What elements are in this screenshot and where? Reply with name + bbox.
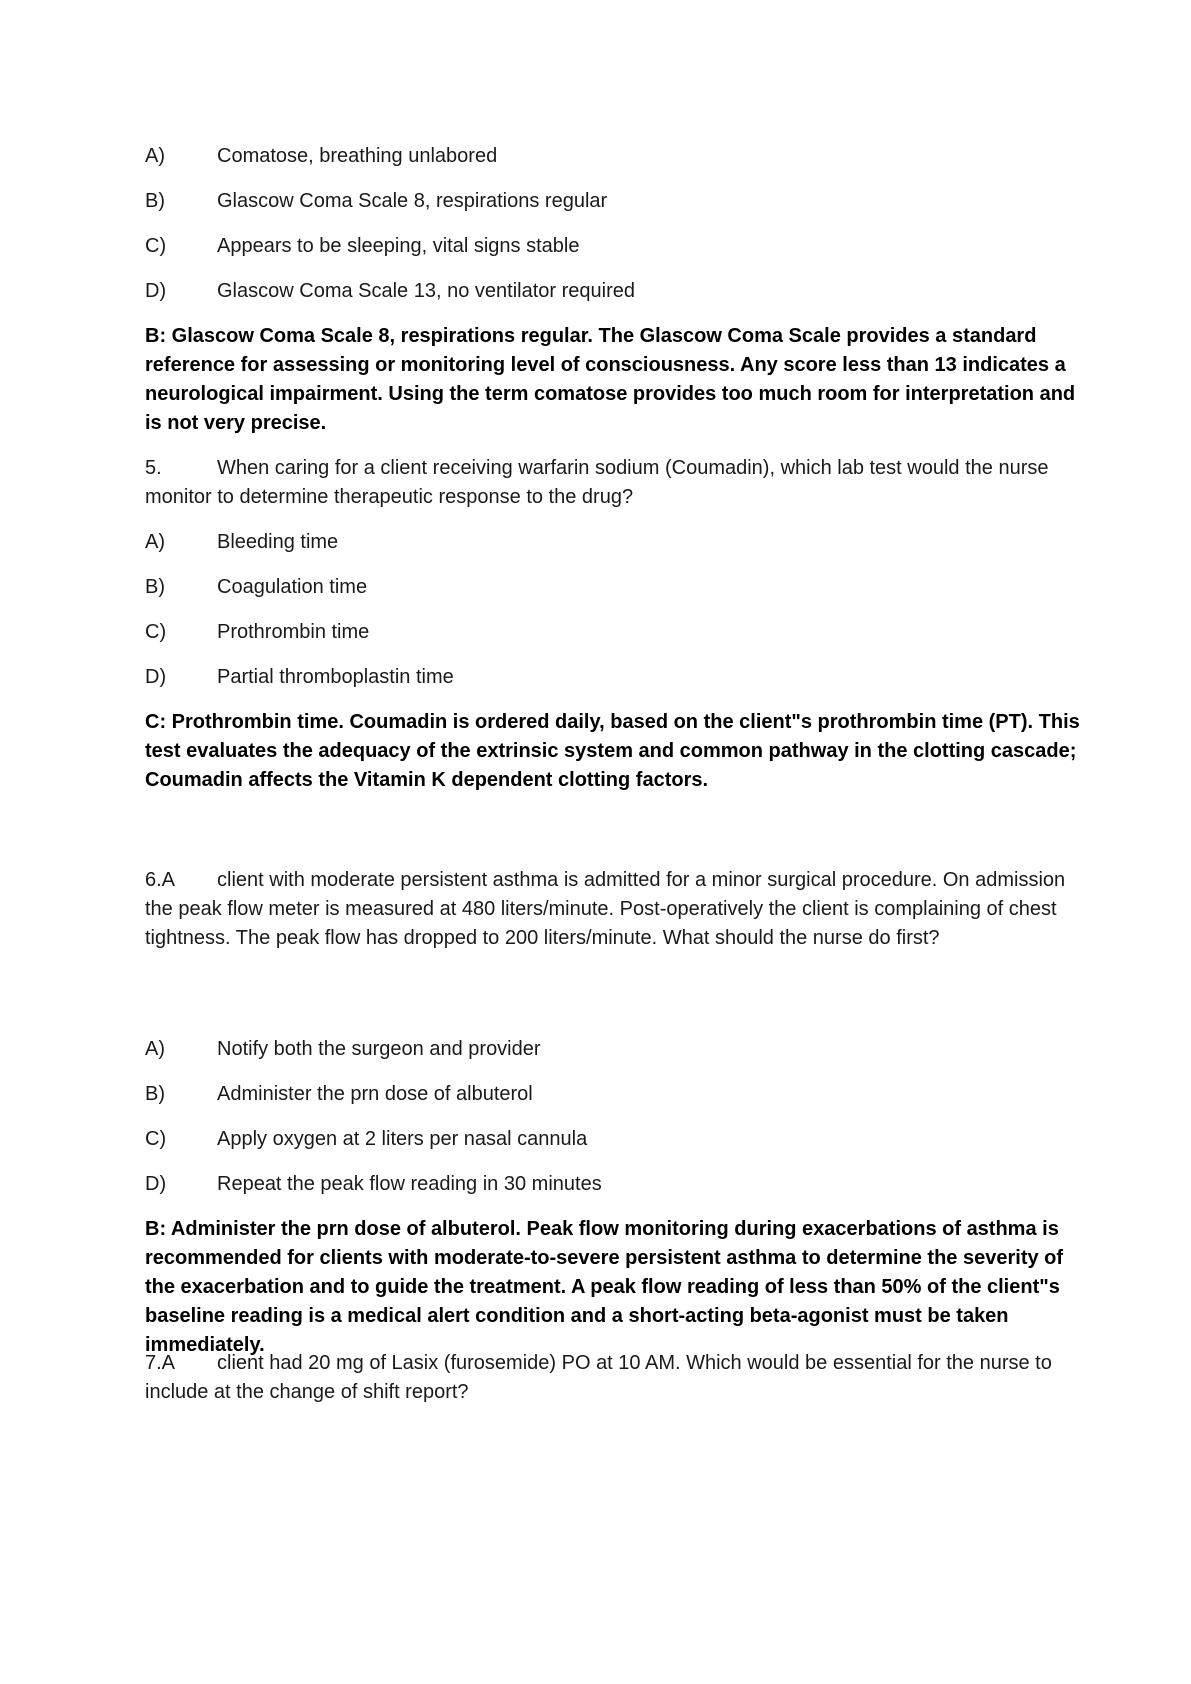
option-letter: C) (145, 621, 167, 643)
option-text: Administer the prn dose of albuterol (217, 1083, 533, 1105)
q5-question (145, 454, 1085, 512)
option-text: Notify both the surgeon and provider (217, 1038, 541, 1060)
option-letter: C) (145, 235, 167, 257)
q5-answer: C: Prothrombin time. Coumadin is ordered daily, based on the client"s prothrombin time (PT). This test evaluates the adequacy of the extrinsic system and common pathway in the clotting cascade; Coumadin affects the Vitamin K dependent clotting factors. (145, 711, 1080, 791)
question-number: 5. (145, 457, 162, 479)
q5-option-c (145, 618, 1085, 647)
option-text: Comatose, breathing unlabored (217, 145, 498, 167)
q5-option-b (145, 573, 1085, 602)
question-number: 7.A (145, 1352, 176, 1374)
q4-option-c (145, 232, 1085, 261)
option-text: Glascow Coma Scale 13, no ventilator required (217, 280, 635, 302)
option-text: Bleeding time (217, 531, 339, 553)
q4-option-d (145, 277, 1085, 306)
option-text: Glascow Coma Scale 8, respirations regular (217, 190, 608, 212)
option-letter: D) (145, 280, 167, 302)
option-letter: A) (145, 145, 165, 167)
option-letter: C) (145, 1128, 167, 1150)
question-number: 6.A (145, 869, 176, 891)
option-text: Partial thromboplastin time (217, 666, 454, 688)
option-text: Apply oxygen at 2 liters per nasal cannula (217, 1128, 588, 1150)
q6-answer: B: Administer the prn dose of albuterol. Peak flow monitoring during exacerbations of asthma is recommended for clients with moderate-to-severe persistent asthma to determine the severity of the exacerbation and to guide the treatment. A peak flow reading of less than 50% of the client"s baseline reading is a medical alert condition and a short-acting beta-agonist must be taken immediately. (145, 1218, 1064, 1356)
option-letter: D) (145, 1173, 167, 1195)
option-letter: A) (145, 531, 165, 553)
option-text: Appears to be sleeping, vital signs stable (217, 235, 580, 257)
q5-option-d (145, 663, 1085, 692)
option-letter: D) (145, 666, 167, 688)
q6-option-a (145, 1035, 1085, 1064)
option-letter: A) (145, 1038, 165, 1060)
option-text: Prothrombin time (217, 621, 370, 643)
option-text: Coagulation time (217, 576, 368, 598)
option-letter: B) (145, 576, 165, 598)
question-text: When caring for a client receiving warfarin sodium (Coumadin), which lab test would the nurse monitor to determine therapeutic response to the drug? (145, 457, 1049, 508)
question-text: client with moderate persistent asthma is admitted for a minor surgical procedure. On admission the peak flow meter is measured at 480 liters/minute. Post-operatively the client is complaining of chest tightness. The peak flow has dropped to 200 liters/minute. What should the nurse do first? (145, 869, 1066, 949)
option-letter: B) (145, 190, 165, 212)
q4-option-b (145, 187, 1085, 216)
q5-option-a (145, 528, 1085, 557)
option-letter: B) (145, 1083, 165, 1105)
q4-answer: B: Glascow Coma Scale 8, respirations regular. The Glascow Coma Scale provides a standard reference for assessing or monitoring level of consciousness. Any score less than 13 indicates a neurological impairment. Using the term comatose provides too much room for interpretation and is not very precise. (145, 325, 1076, 434)
q6-option-c (145, 1125, 1085, 1154)
question-text: client had 20 mg of Lasix (furosemide) PO at 10 AM. Which would be essential for the nurse to include at the change of shift report? (145, 1352, 1052, 1403)
q7-question (145, 1349, 1085, 1407)
q4-option-a (145, 142, 1085, 171)
q6-option-d (145, 1170, 1085, 1199)
q6-option-b (145, 1080, 1085, 1109)
q6-question (145, 866, 1085, 953)
option-text: Repeat the peak flow reading in 30 minutes (217, 1173, 602, 1195)
